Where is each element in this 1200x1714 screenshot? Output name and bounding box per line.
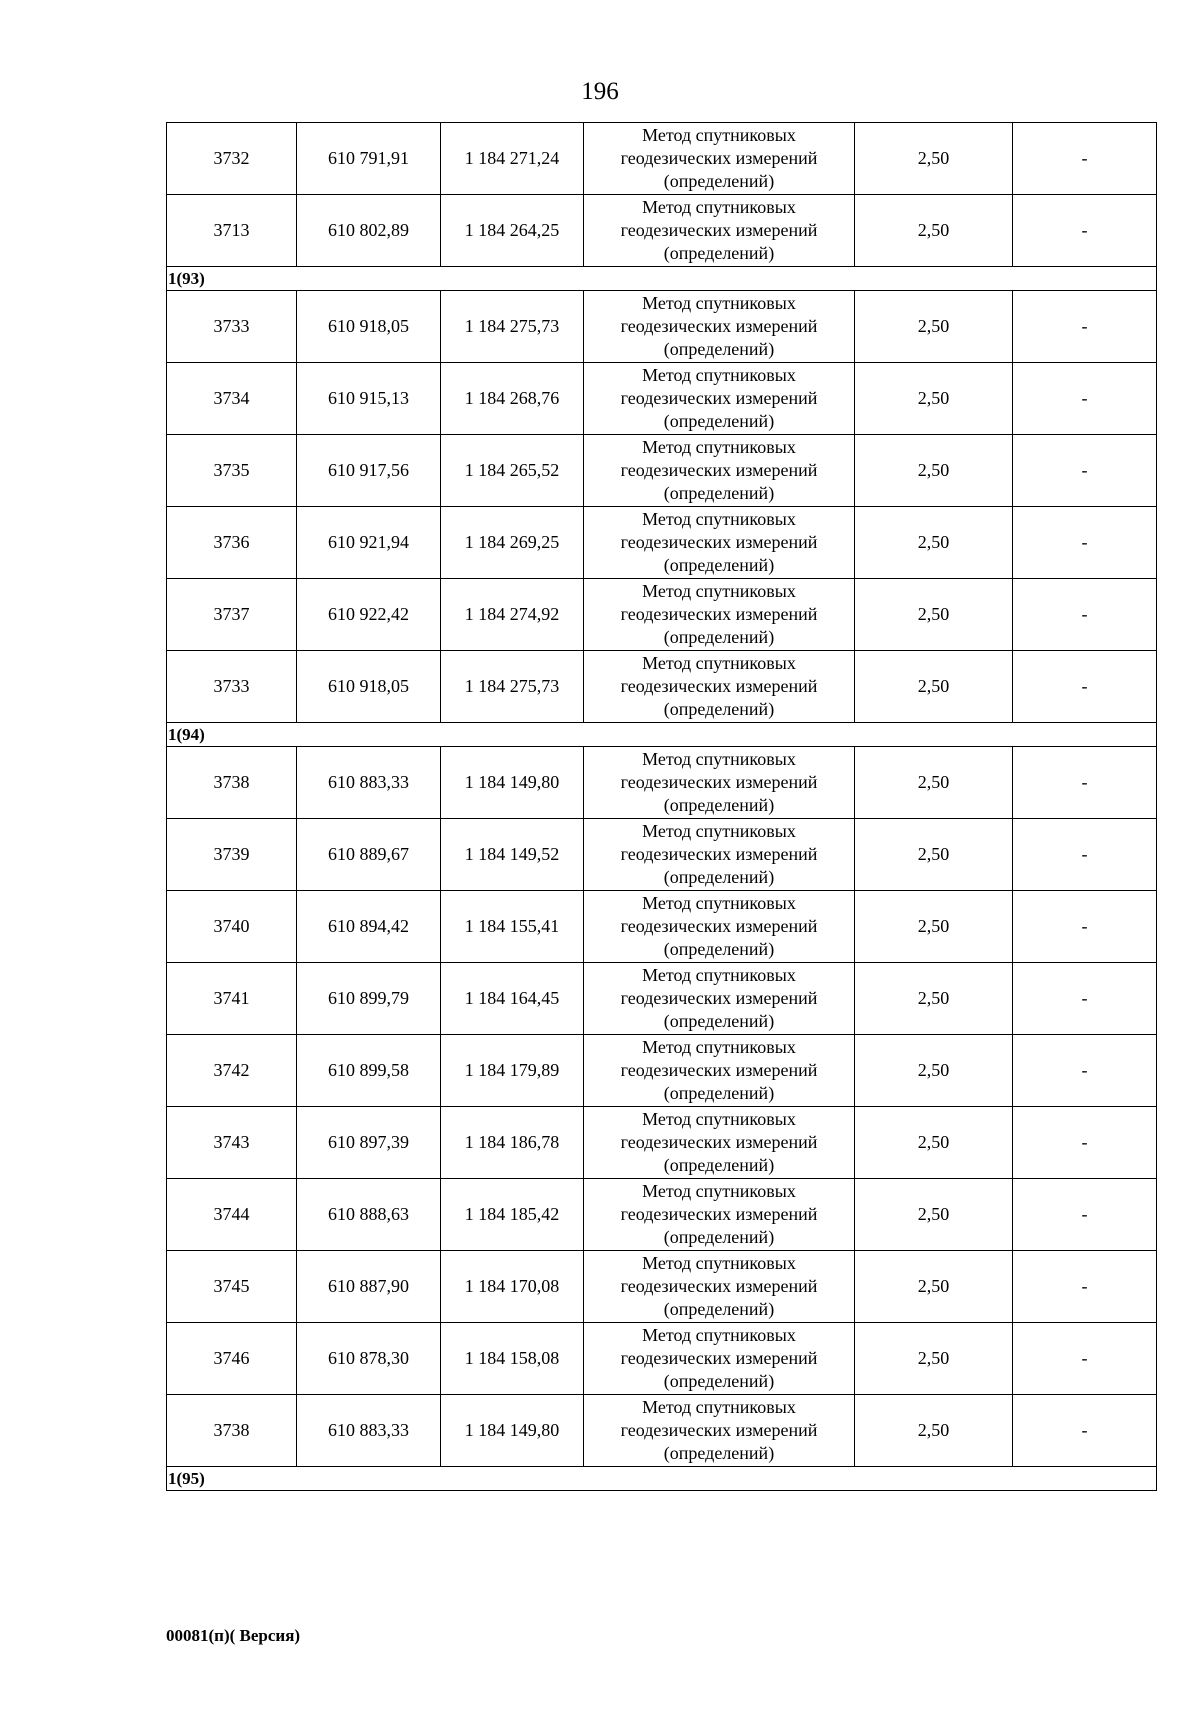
method-line: (определений) <box>663 1299 775 1319</box>
x-coordinate-cell: 610 802,89 <box>297 195 441 267</box>
y-coordinate-cell: 1 184 264,25 <box>441 195 584 267</box>
method-line: (определений) <box>663 867 775 887</box>
table-row <box>167 1035 1157 1107</box>
point-id-cell: 3742 <box>167 1035 297 1107</box>
y-coordinate-cell: 1 184 158,08 <box>441 1323 584 1395</box>
method-line: Метод спутниковых <box>642 1181 796 1201</box>
method-cell <box>584 819 855 891</box>
method-line: Метод спутниковых <box>642 125 796 145</box>
method-cell <box>584 891 855 963</box>
x-coordinate-cell: 610 899,79 <box>297 963 441 1035</box>
error-cell: 2,50 <box>855 891 1013 963</box>
x-coordinate-cell: 610 921,94 <box>297 507 441 579</box>
method-line: геодезических измерений <box>620 772 818 792</box>
method-line: геодезических измерений <box>620 316 818 336</box>
footer-version: 00081(п)( Версия) <box>166 1626 301 1645</box>
table-body <box>167 123 1157 1491</box>
error-cell: 2,50 <box>855 1395 1013 1467</box>
method-line: (определений) <box>663 1443 775 1463</box>
method-line: (определений) <box>663 1227 775 1247</box>
method-line: Метод спутниковых <box>642 1253 796 1273</box>
method-cell <box>584 1035 855 1107</box>
method-line: Метод спутниковых <box>642 197 796 217</box>
section-row <box>167 723 1157 747</box>
method-line: Метод спутниковых <box>642 749 796 769</box>
x-coordinate-cell: 610 889,67 <box>297 819 441 891</box>
point-id-cell: 3741 <box>167 963 297 1035</box>
method-line: геодезических измерений <box>620 148 818 168</box>
method-line: геодезических измерений <box>620 1132 818 1152</box>
error-cell: 2,50 <box>855 363 1013 435</box>
method-line: Метод спутниковых <box>642 293 796 313</box>
y-coordinate-cell: 1 184 149,80 <box>441 1395 584 1467</box>
section-row <box>167 1467 1157 1491</box>
error-cell: 2,50 <box>855 747 1013 819</box>
error-cell: 2,50 <box>855 579 1013 651</box>
method-cell <box>584 435 855 507</box>
x-coordinate-cell: 610 883,33 <box>297 747 441 819</box>
method-line: (определений) <box>663 411 775 431</box>
note-cell: - <box>1013 195 1157 267</box>
note-cell: - <box>1013 1035 1157 1107</box>
table-row <box>167 891 1157 963</box>
method-line: геодезических измерений <box>620 1204 818 1224</box>
method-line: (определений) <box>663 939 775 959</box>
method-line: (определений) <box>663 555 775 575</box>
y-coordinate-cell: 1 184 265,52 <box>441 435 584 507</box>
y-coordinate-cell: 1 184 149,80 <box>441 747 584 819</box>
section-label: 1(93) <box>167 267 1157 291</box>
point-id-cell: 3745 <box>167 1251 297 1323</box>
method-cell <box>584 1251 855 1323</box>
point-id-cell: 3744 <box>167 1179 297 1251</box>
point-id-cell: 3743 <box>167 1107 297 1179</box>
method-line: (определений) <box>663 1083 775 1103</box>
note-cell: - <box>1013 963 1157 1035</box>
method-cell <box>584 579 855 651</box>
method-line: (определений) <box>663 243 775 263</box>
x-coordinate-cell: 610 922,42 <box>297 579 441 651</box>
point-id-cell: 3738 <box>167 1395 297 1467</box>
table-row <box>167 651 1157 723</box>
x-coordinate-cell: 610 897,39 <box>297 1107 441 1179</box>
note-cell: - <box>1013 819 1157 891</box>
note-cell: - <box>1013 291 1157 363</box>
x-coordinate-cell: 610 888,63 <box>297 1179 441 1251</box>
method-line: Метод спутниковых <box>642 1397 796 1417</box>
method-line: геодезических измерений <box>620 532 818 552</box>
note-cell: - <box>1013 1395 1157 1467</box>
y-coordinate-cell: 1 184 185,42 <box>441 1179 584 1251</box>
error-cell: 2,50 <box>855 963 1013 1035</box>
point-id-cell: 3740 <box>167 891 297 963</box>
method-line: Метод спутниковых <box>642 365 796 385</box>
method-line: (определений) <box>663 171 775 191</box>
method-line: геодезических измерений <box>620 388 818 408</box>
point-id-cell: 3735 <box>167 435 297 507</box>
error-cell: 2,50 <box>855 507 1013 579</box>
x-coordinate-cell: 610 791,91 <box>297 123 441 195</box>
x-coordinate-cell: 610 883,33 <box>297 1395 441 1467</box>
method-line: геодезических измерений <box>620 916 818 936</box>
note-cell: - <box>1013 1179 1157 1251</box>
section-row <box>167 267 1157 291</box>
y-coordinate-cell: 1 184 271,24 <box>441 123 584 195</box>
method-cell <box>584 1395 855 1467</box>
method-line: Метод спутниковых <box>642 965 796 985</box>
table-row <box>167 1251 1157 1323</box>
method-line: (определений) <box>663 1011 775 1031</box>
error-cell: 2,50 <box>855 123 1013 195</box>
table-row <box>167 747 1157 819</box>
error-cell: 2,50 <box>855 651 1013 723</box>
error-cell: 2,50 <box>855 291 1013 363</box>
note-cell: - <box>1013 123 1157 195</box>
point-id-cell: 3713 <box>167 195 297 267</box>
table-row <box>167 1179 1157 1251</box>
point-id-cell: 3734 <box>167 363 297 435</box>
y-coordinate-cell: 1 184 275,73 <box>441 291 584 363</box>
x-coordinate-cell: 610 878,30 <box>297 1323 441 1395</box>
method-cell <box>584 363 855 435</box>
point-id-cell: 3738 <box>167 747 297 819</box>
note-cell: - <box>1013 1107 1157 1179</box>
x-coordinate-cell: 610 917,56 <box>297 435 441 507</box>
note-cell: - <box>1013 1323 1157 1395</box>
method-line: Метод спутниковых <box>642 1037 796 1057</box>
method-line: геодезических измерений <box>620 220 818 240</box>
method-line: (определений) <box>663 627 775 647</box>
method-line: геодезических измерений <box>620 1060 818 1080</box>
method-line: геодезических измерений <box>620 1420 818 1440</box>
table-row <box>167 291 1157 363</box>
method-line: Метод спутниковых <box>642 1109 796 1129</box>
method-line: геодезических измерений <box>620 1348 818 1368</box>
method-line: Метод спутниковых <box>642 1325 796 1345</box>
y-coordinate-cell: 1 184 155,41 <box>441 891 584 963</box>
method-cell <box>584 507 855 579</box>
error-cell: 2,50 <box>855 195 1013 267</box>
x-coordinate-cell: 610 887,90 <box>297 1251 441 1323</box>
x-coordinate-cell: 610 894,42 <box>297 891 441 963</box>
method-cell <box>584 1323 855 1395</box>
method-cell <box>584 963 855 1035</box>
error-cell: 2,50 <box>855 1107 1013 1179</box>
method-cell <box>584 195 855 267</box>
error-cell: 2,50 <box>855 1035 1013 1107</box>
y-coordinate-cell: 1 184 164,45 <box>441 963 584 1035</box>
y-coordinate-cell: 1 184 179,89 <box>441 1035 584 1107</box>
table-row <box>167 195 1157 267</box>
method-line: Метод спутниковых <box>642 581 796 601</box>
y-coordinate-cell: 1 184 149,52 <box>441 819 584 891</box>
table-row <box>167 123 1157 195</box>
y-coordinate-cell: 1 184 186,78 <box>441 1107 584 1179</box>
point-id-cell: 3733 <box>167 291 297 363</box>
method-line: (определений) <box>663 795 775 815</box>
method-line: геодезических измерений <box>620 676 818 696</box>
method-line: Метод спутниковых <box>642 653 796 673</box>
x-coordinate-cell: 610 915,13 <box>297 363 441 435</box>
note-cell: - <box>1013 579 1157 651</box>
table-row <box>167 963 1157 1035</box>
error-cell: 2,50 <box>855 1179 1013 1251</box>
method-line: геодезических измерений <box>620 988 818 1008</box>
point-id-cell: 3732 <box>167 123 297 195</box>
table-row <box>167 1395 1157 1467</box>
method-cell <box>584 123 855 195</box>
x-coordinate-cell: 610 918,05 <box>297 651 441 723</box>
note-cell: - <box>1013 363 1157 435</box>
table-row <box>167 507 1157 579</box>
y-coordinate-cell: 1 184 268,76 <box>441 363 584 435</box>
point-id-cell: 3733 <box>167 651 297 723</box>
method-line: (определений) <box>663 1155 775 1175</box>
y-coordinate-cell: 1 184 269,25 <box>441 507 584 579</box>
x-coordinate-cell: 610 899,58 <box>297 1035 441 1107</box>
method-line: (определений) <box>663 339 775 359</box>
error-cell: 2,50 <box>855 435 1013 507</box>
error-cell: 2,50 <box>855 819 1013 891</box>
point-id-cell: 3736 <box>167 507 297 579</box>
method-cell <box>584 747 855 819</box>
table-row <box>167 435 1157 507</box>
table-row <box>167 363 1157 435</box>
error-cell: 2,50 <box>855 1323 1013 1395</box>
table-row <box>167 819 1157 891</box>
method-line: геодезических измерений <box>620 1276 818 1296</box>
method-cell <box>584 651 855 723</box>
note-cell: - <box>1013 651 1157 723</box>
error-cell: 2,50 <box>855 1251 1013 1323</box>
table-row <box>167 579 1157 651</box>
note-cell: - <box>1013 891 1157 963</box>
method-line: (определений) <box>663 699 775 719</box>
y-coordinate-cell: 1 184 274,92 <box>441 579 584 651</box>
method-line: Метод спутниковых <box>642 893 796 913</box>
table-row <box>167 1323 1157 1395</box>
method-cell <box>584 1107 855 1179</box>
method-line: Метод спутниковых <box>642 509 796 529</box>
y-coordinate-cell: 1 184 275,73 <box>441 651 584 723</box>
y-coordinate-cell: 1 184 170,08 <box>441 1251 584 1323</box>
section-label: 1(94) <box>167 723 1157 747</box>
section-label: 1(95) <box>167 1467 1157 1491</box>
method-line: (определений) <box>663 483 775 503</box>
note-cell: - <box>1013 507 1157 579</box>
note-cell: - <box>1013 747 1157 819</box>
coordinates-table <box>166 122 1157 1491</box>
method-line: геодезических измерений <box>620 844 818 864</box>
method-cell <box>584 291 855 363</box>
method-line: Метод спутниковых <box>642 821 796 841</box>
table-row <box>167 1107 1157 1179</box>
method-line: геодезических измерений <box>620 604 818 624</box>
x-coordinate-cell: 610 918,05 <box>297 291 441 363</box>
method-line: (определений) <box>663 1371 775 1391</box>
method-cell <box>584 1179 855 1251</box>
point-id-cell: 3746 <box>167 1323 297 1395</box>
page-number: 196 <box>581 78 619 105</box>
point-id-cell: 3739 <box>167 819 297 891</box>
point-id-cell: 3737 <box>167 579 297 651</box>
method-line: геодезических измерений <box>620 460 818 480</box>
note-cell: - <box>1013 435 1157 507</box>
method-line: Метод спутниковых <box>642 437 796 457</box>
note-cell: - <box>1013 1251 1157 1323</box>
